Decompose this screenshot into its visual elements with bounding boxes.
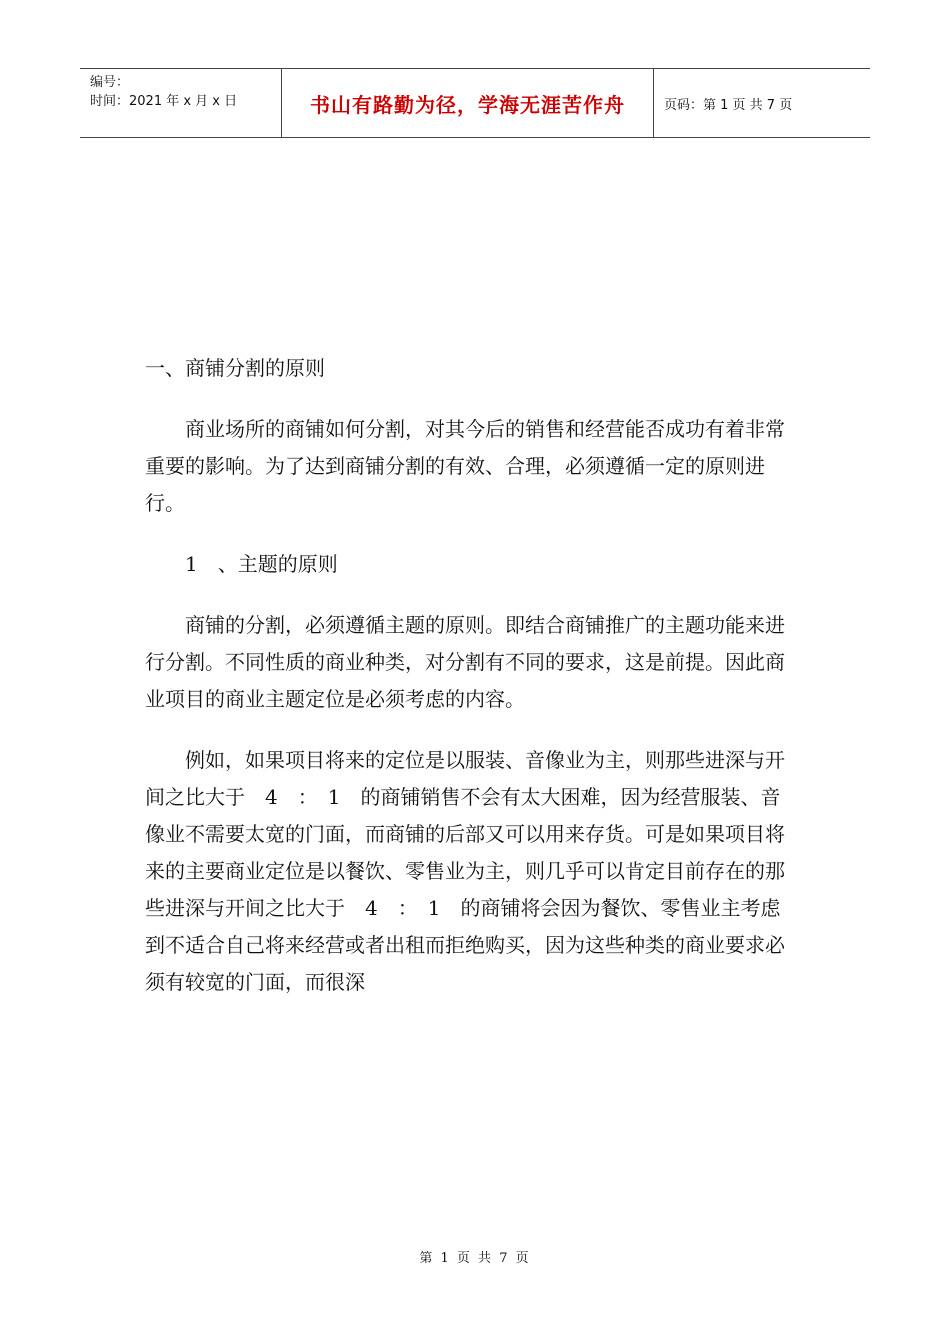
header-meta xyxy=(80,69,282,137)
time-label: 时间：2021 年 x 月 x 日 xyxy=(90,94,238,109)
paragraph-theme: 商铺的分割，必须遵循主题的原则。即结合商铺推广的主题功能来进行分割。不同性质的商业种类，对分割有不同的要求，这是前提。因此商业项目的商业主题定位是必须考虑的内容。 xyxy=(145,613,785,711)
header-page-info xyxy=(654,69,870,137)
document-body xyxy=(145,350,795,1025)
number-label: 编号： xyxy=(90,75,130,90)
subsection-title: 1 、主题的原则 xyxy=(185,552,338,576)
document-header xyxy=(80,68,870,138)
motto-text: 书山有路勤为径，学海无涯苦作舟 xyxy=(310,92,625,117)
page-info-text: 页码：第 1 页 共 7 页 xyxy=(664,97,793,113)
section-title: 一、商铺分割的原则 xyxy=(145,356,325,380)
paragraph-intro: 商业场所的商铺如何分割，对其今后的销售和经营能否成功有着非常重要的影响。为了达到商铺分割的有效、合理，必须遵循一定的原则进行。 xyxy=(145,417,785,515)
paragraph-example: 例如，如果项目将来的定位是以服装、音像业为主，则那些进深与开间之比大于 4 ： 1 的商铺销售不会有太大困难，因为经营服装、音像业不需要太宽的门面，而商铺的后部又可以用来存货。可是如果项目将来的主要商业定位是以餐饮、零售业为主，则几乎可以肯定目前存在的那些进深与开间之比大于 4 ： 1 的商铺将会因为餐饮、零售业主考虑到不适合自己将来经营或者出租而拒绝购买，因为这些种类的商业要求必须有较宽的门面，而很深 xyxy=(145,748,785,994)
page-footer: 第 1 页 共 7 页 xyxy=(419,1251,531,1266)
header-motto xyxy=(282,69,654,137)
